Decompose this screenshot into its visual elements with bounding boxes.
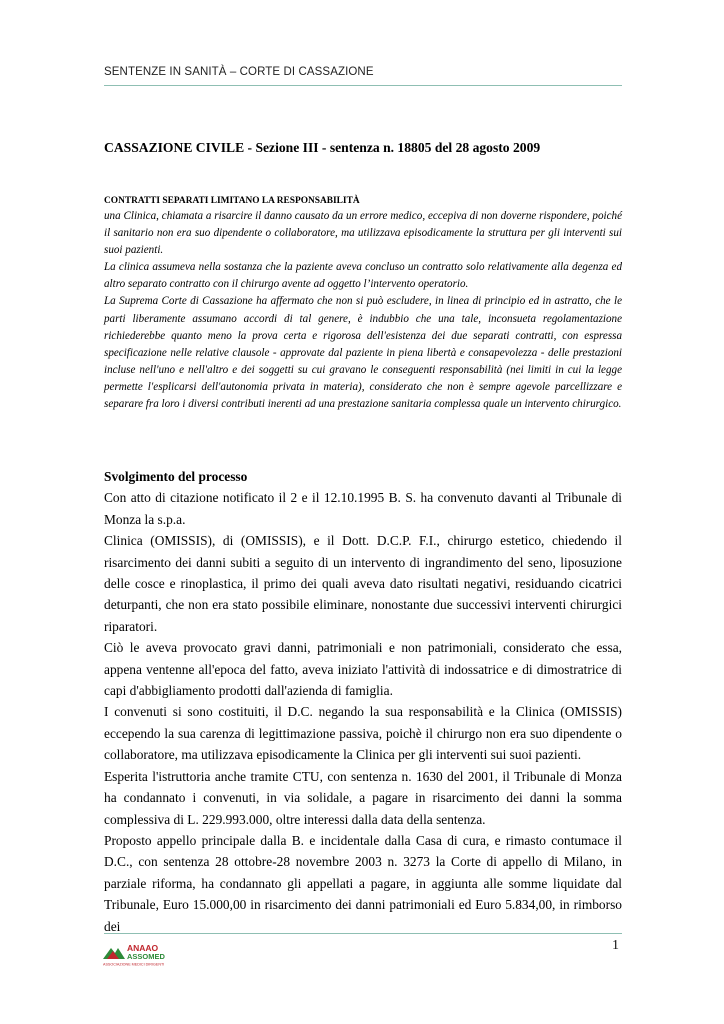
summary-paragraph: La Suprema Corte di Cassazione ha affermato che non si può escludere, in linea di principio ed in astratto, che le parti liberamente assumano accordi di tal genere, è indubbio che una tale, inconsueta regolamentazione richiederebbe quanto meno la prova certa e rigorosa dell'esistenza dei due separati contratti, con espressa specificazione nelle relative clausole - approvate dal paziente in piena libertà e consapevolezza - delle prestazioni incluse nell'uno e nell'altro e dei soggetti su cui gravano le conseguenti responsabilità (nei limiti in cui la legge permette l'esplicarsi dell'autonomia privata in materia), considerato che non è sempre agevole parcellizzare e separare fra loro i diversi contributi inerenti ad una prestazione sanitaria complessa quale un intervento chirurgico.: [104, 295, 622, 411]
running-header: SENTENZE IN SANITÀ – CORTE DI CASSAZIONE: [104, 66, 374, 78]
section-title: Svolgimento del processo: [104, 469, 248, 484]
svg-text:ASSOCIAZIONE MEDICI DIRIGENTI: ASSOCIAZIONE MEDICI DIRIGENTI: [103, 962, 165, 967]
body-block: [104, 466, 622, 937]
svg-text:ASSOMED: ASSOMED: [127, 952, 165, 961]
summary-block: [104, 195, 622, 413]
header-divider: [104, 85, 622, 86]
anaao-assomed-logo: [103, 942, 183, 968]
body-paragraph: Con atto di citazione notificato il 2 e il 12.10.1995 B. S. ha convenuto davanti al Tribunale di Monza la s.p.a.: [104, 490, 622, 527]
summary-paragraph: una Clinica, chiamata a risarcire il danno causato da un errore medico, eccepiva di non doverne rispondere, poiché il sanitario non era suo dipendente o collaboratore, ma utilizzava episodicamente la struttura per gli interventi sui suoi pazienti.: [104, 210, 622, 257]
body-paragraph: Esperita l'istruttoria anche tramite CTU, con sentenza n. 1630 del 2001, il Tribunale di Monza ha condannato i convenuti, in via solidale, a pagare in risarcimento dei danni la somma complessiva di L. 229.993.000, oltre interessi dalla data della sentenza.: [104, 768, 622, 827]
footer-divider: [104, 933, 622, 934]
summary-paragraph: La clinica assumeva nella sostanza che la paziente aveva concluso un contratto solo relativamente alla degenza ed altro separato contratto con il chirurgo avente ad oggetto l’intervento operatorio.: [104, 261, 622, 291]
body-paragraph: Ciò le aveva provocato gravi danni, patrimoniali e non patrimoniali, considerato che essa, appena ventenne all'epoca del fatto, aveva iniziato l'attività di indossatrice e di dimostratrice di capi d'abbigliamento prodotti dall'azienda di famiglia.: [104, 640, 622, 699]
body-paragraph: I convenuti si sono costituiti, il D.C. negando la sua responsabilità e la Clinica (OMISSIS) eccependo la sua carenza di legittimazione passiva, poichè il chirurgo non era suo dipendente o collaboratore, ma utilizzava episodicamente la Clinica per gli interventi sui suoi pazienti.: [104, 704, 622, 763]
document-title: CASSAZIONE CIVILE - Sezione III - sentenza n. 18805 del 28 agosto 2009: [104, 140, 541, 155]
summary-heading: CONTRATTI SEPARATI LIMITANO LA RESPONSABILITÀ: [104, 196, 360, 206]
body-paragraph: Clinica (OMISSIS), di (OMISSIS), e il Dott. D.C.P. F.I., chirurgo estetico, chiedendo il risarcimento dei danni subiti a seguito di un intervento di ingrandimento del seno, liposuzione delle cosce e rinoplastica, il primo dei quali aveva dato risultati negativi, residuando cicatrici deturpanti, che non era stato possibile eliminare, nonostante due successivi interventi chirurgici riparatori.: [104, 533, 622, 634]
page-number: 1: [612, 938, 619, 953]
body-paragraph: Proposto appello principale dalla B. e incidentale dalla Casa di cura, e rimasto contumace il D.C., con sentenza 28 ottobre-28 novembre 2003 n. 3273 la Corte di appello di Milano, in parziale riforma, ha condannato gli appellati a pagare, in aggiunta alle somme liquidate dal Tribunale, Euro 15.000,00 in risarcimento dei danni patrimoniali ed Euro 5.834,00, in rimborso dei: [104, 832, 622, 934]
svg-text:ANAAO: ANAAO: [127, 943, 159, 953]
